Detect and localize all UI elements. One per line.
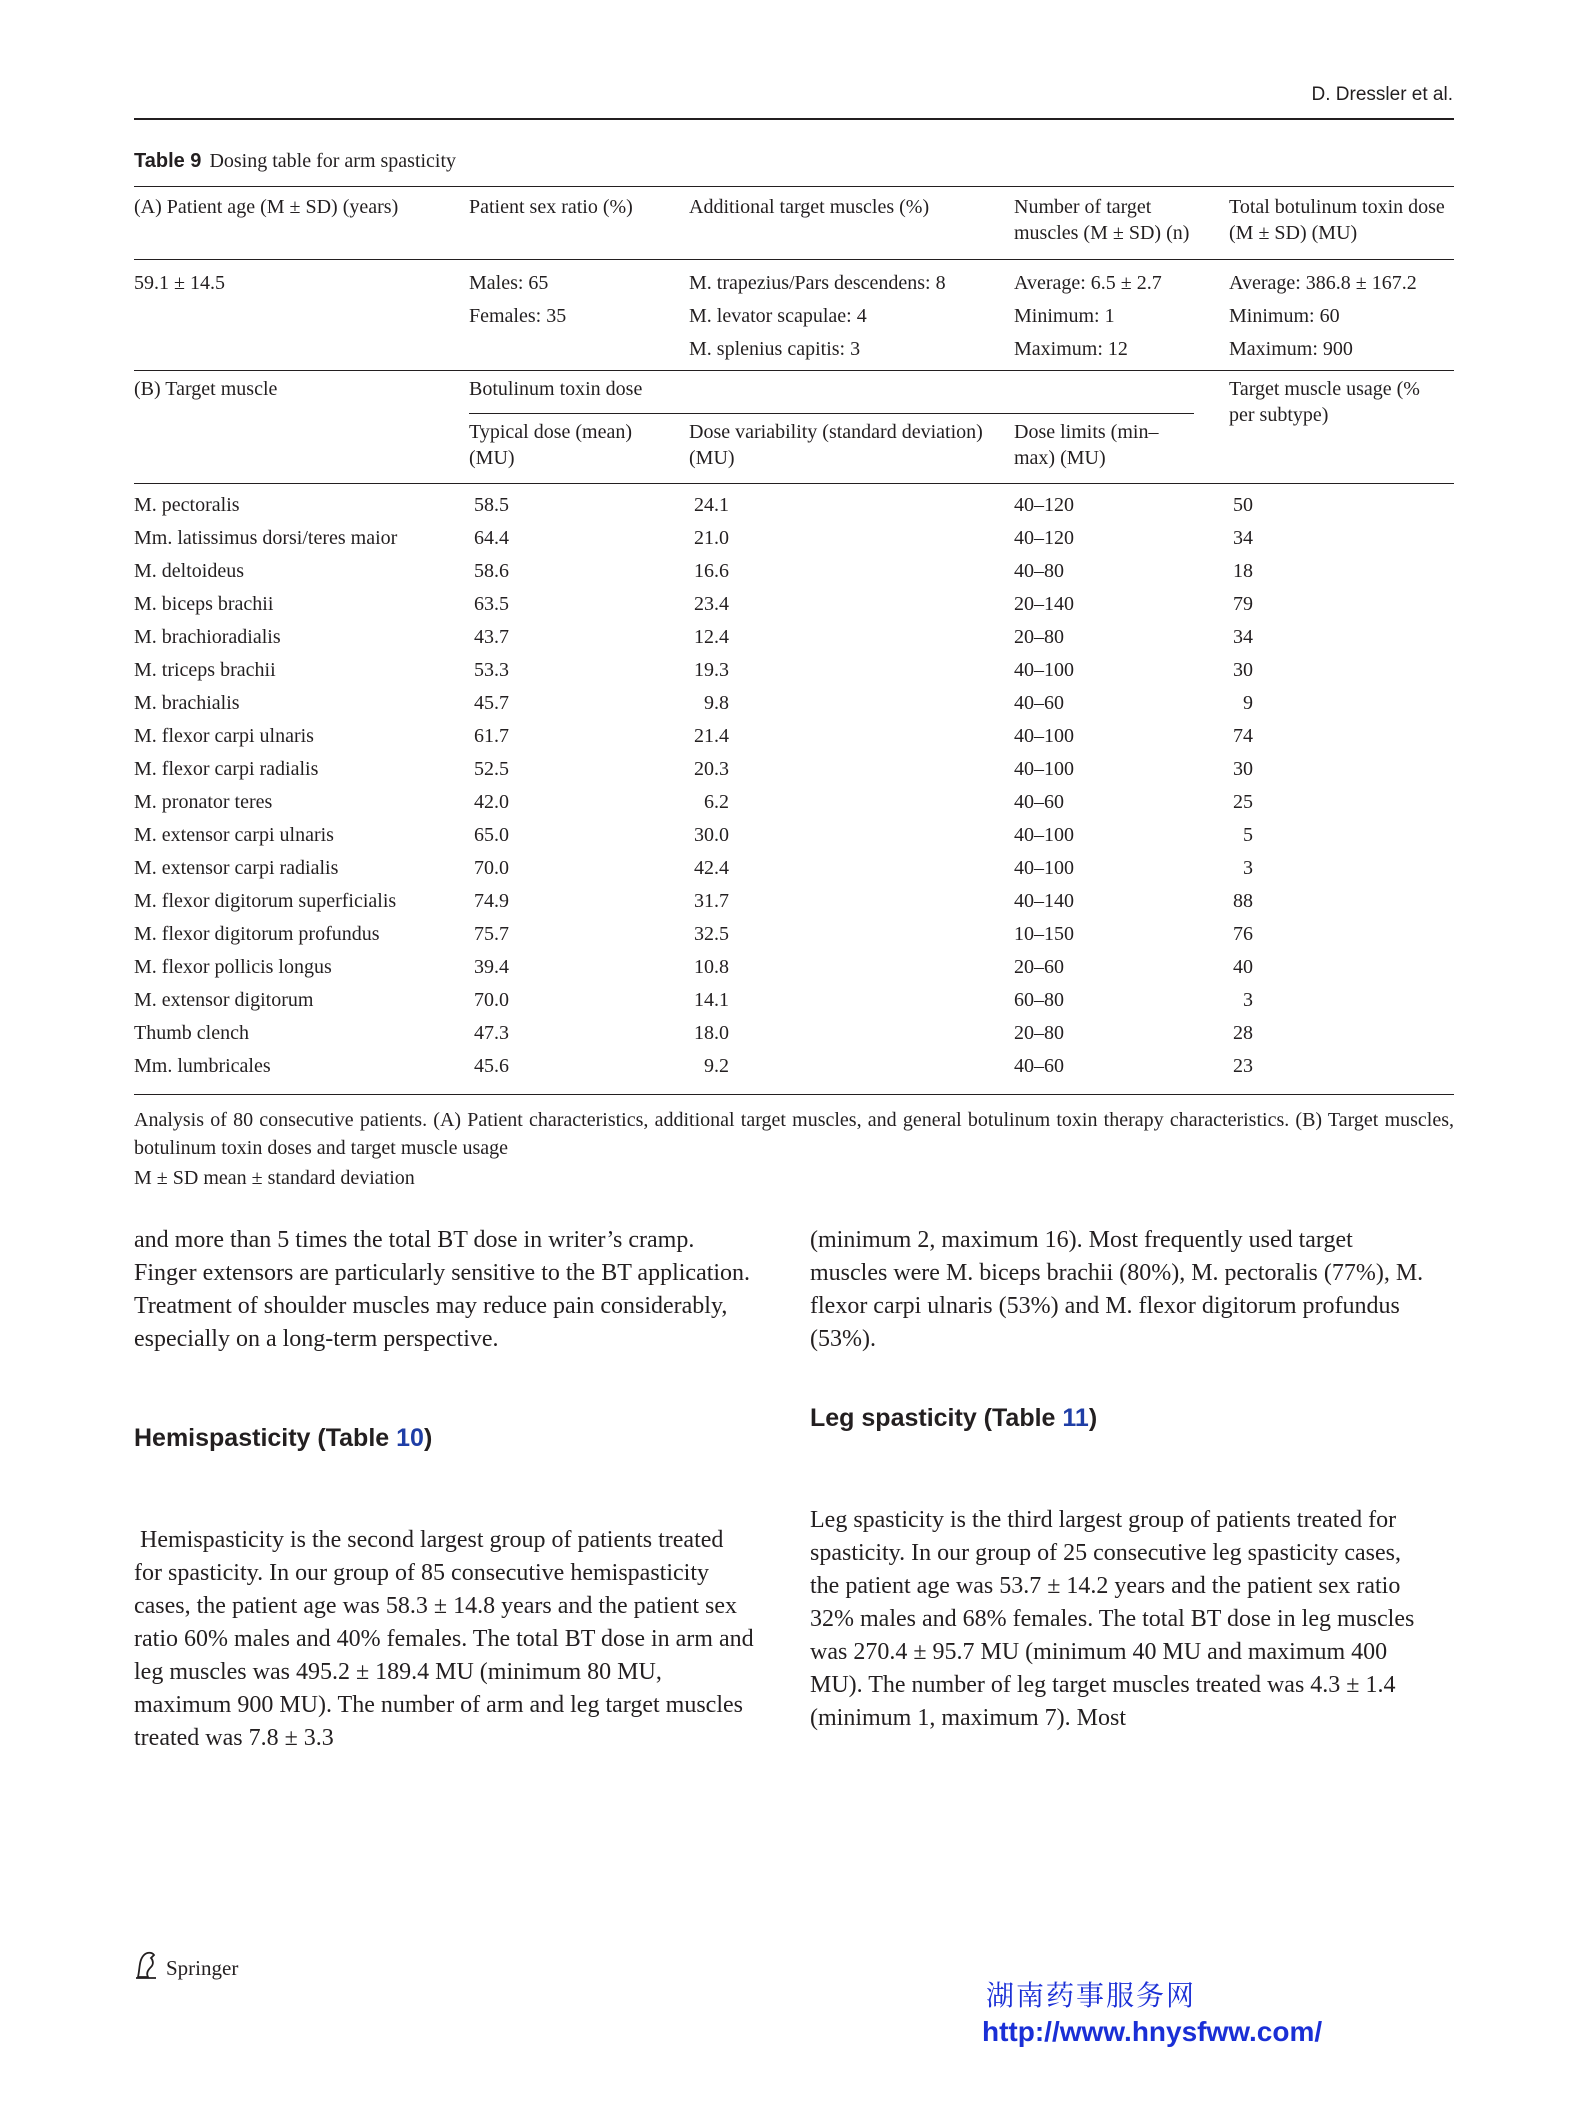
- dose-variability: 32.5: [694, 923, 729, 945]
- muscle-name: M. brachioradialis: [134, 626, 281, 648]
- header-sex-ratio: Patient sex ratio (%): [469, 196, 633, 218]
- typical-dose: 70.0: [474, 989, 509, 1011]
- left-paragraph-2: Hemispasticity is the second largest group of patients treated for spasticity. In our group of 85 consecutive hemispasticity cases, the patient age was 58.3 ± 14.8 years and the patient sex ratio 60% males and 40% females. The total BT dose in arm and leg muscles was 495.2 ± 189.4 MU (minimum 80 MU, maximum 900 MU). The number of arm and leg target muscles treated was 7.8 ± 3.3: [134, 1527, 754, 1751]
- table-bottom-rule: [134, 1094, 1454, 1095]
- dose-limits: 20–80: [1014, 626, 1064, 648]
- watermark-chinese: 湖南药事服务网: [986, 1979, 1197, 2012]
- heading-text: Hemispasticity (Table: [134, 1424, 397, 1452]
- typical-dose: 47.3: [474, 1022, 509, 1044]
- heading-text: Leg spasticity (Table: [810, 1404, 1063, 1432]
- table-top-rule: [134, 186, 1454, 187]
- muscle-name: Mm. lumbricales: [134, 1055, 271, 1077]
- header-total-dose: Total botulinum toxin dose (M ± SD) (MU): [1229, 196, 1445, 245]
- muscle-usage: 40: [1233, 956, 1253, 978]
- muscle-usage: 30: [1233, 758, 1253, 780]
- dose-variability: 10.8: [694, 956, 729, 978]
- additional-muscle: M. trapezius/Pars descendens: 8: [689, 272, 946, 294]
- muscle-usage: 9: [1243, 692, 1253, 714]
- muscle-name: M. triceps brachii: [134, 659, 276, 681]
- muscle-usage: 28: [1233, 1022, 1253, 1044]
- table-footnote-msd: M ± SD mean ± standard deviation: [134, 1167, 415, 1189]
- muscle-name: M. flexor pollicis longus: [134, 956, 332, 978]
- muscle-usage: 34: [1233, 527, 1253, 549]
- muscle-name: M. brachialis: [134, 692, 240, 714]
- dose-limits: 40–120: [1014, 527, 1074, 549]
- typical-dose: 70.0: [474, 857, 509, 879]
- dose-variability: 14.1: [694, 989, 729, 1011]
- dose-limits: 40–120: [1014, 494, 1074, 516]
- typical-dose: 64.4: [474, 527, 509, 549]
- watermark: [982, 1978, 1322, 2050]
- header-number-muscles: Number of target muscles (M ± SD) (n): [1014, 196, 1190, 245]
- muscle-name: M. pronator teres: [134, 791, 273, 813]
- number-muscles-maximum: Maximum: 12: [1014, 338, 1128, 360]
- typical-dose: 53.3: [474, 659, 509, 681]
- typical-dose: 42.0: [474, 791, 509, 813]
- dose-limits: 10–150: [1014, 923, 1074, 945]
- typical-dose: 58.6: [474, 560, 509, 582]
- total-dose-average: Average: 386.8 ± 167.2: [1229, 272, 1417, 294]
- header-typical-dose: Typical dose (mean) (MU): [469, 421, 632, 470]
- muscle-usage: 3: [1243, 989, 1253, 1011]
- section-heading-leg-spasticity: [810, 1404, 1097, 1433]
- dose-variability: 31.7: [694, 890, 729, 912]
- typical-dose: 63.5: [474, 593, 509, 615]
- muscle-usage: 74: [1233, 725, 1253, 747]
- muscle-usage: 79: [1233, 593, 1253, 615]
- typical-dose: 65.0: [474, 824, 509, 846]
- dose-variability: 19.3: [694, 659, 729, 681]
- header-dose-group: Botulinum toxin dose: [469, 378, 643, 400]
- total-dose-maximum: Maximum: 900: [1229, 338, 1353, 360]
- typical-dose: 43.7: [474, 626, 509, 648]
- dose-limits: 20–80: [1014, 1022, 1064, 1044]
- typical-dose: 45.7: [474, 692, 509, 714]
- header-target-muscle: (B) Target muscle: [134, 378, 278, 400]
- muscle-usage: 18: [1233, 560, 1253, 582]
- header-dose-variability: Dose variability (standard deviation) (MU): [689, 421, 983, 470]
- right-paragraph-2: Leg spasticity is the third largest group of patients treated for spasticity. In our group of 25 consecutive leg spasticity cases, the patient age was 53.7 ± 14.2 years and the patient sex ratio 32% males and 68% females. The total BT dose in leg muscles was 270.4 ± 95.7 MU (minimum 40 MU and maximum 400 MU). The number of leg target muscles treated was 4.3 ± 1.4 (minimum 1, maximum 7). Most: [810, 1507, 1415, 1731]
- typical-dose: 61.7: [474, 725, 509, 747]
- dose-limits: 40–60: [1014, 1055, 1064, 1077]
- header-dose-limits: Dose limits (min–max) (MU): [1014, 421, 1159, 470]
- muscle-name: M. flexor digitorum superficialis: [134, 890, 397, 912]
- muscle-name: Mm. latissimus dorsi/teres maior: [134, 527, 398, 549]
- muscle-usage: 50: [1233, 494, 1253, 516]
- total-dose-minimum: Minimum: 60: [1229, 305, 1340, 327]
- table-caption: [134, 150, 456, 173]
- dose-variability: 9.8: [704, 692, 729, 714]
- sex-females: Females: 35: [469, 305, 567, 327]
- muscle-name: M. flexor carpi ulnaris: [134, 725, 314, 747]
- muscle-name: M. extensor carpi ulnaris: [134, 824, 334, 846]
- dose-limits: 40–60: [1014, 692, 1064, 714]
- muscle-usage: 88: [1233, 890, 1253, 912]
- dose-limits: 20–60: [1014, 956, 1064, 978]
- table-label: Table 9: [134, 150, 202, 172]
- section-heading-hemispasticity: [134, 1424, 432, 1453]
- muscle-usage: 25: [1233, 791, 1253, 813]
- right-paragraph-1: (minimum 2, maximum 16). Most frequently used target muscles were M. biceps brachii (80%), M. pectoralis (77%), M. flexor carpi ulnaris (53%) and M. flexor digitorum profundus (53%).: [810, 1227, 1424, 1352]
- number-muscles-average: Average: 6.5 ± 2.7: [1014, 272, 1162, 294]
- dose-limits: 40–100: [1014, 758, 1074, 780]
- sex-males: Males: 65: [469, 272, 549, 294]
- dose-limits: 20–140: [1014, 593, 1074, 615]
- section-b-rule: [134, 370, 1454, 371]
- dose-limits: 40–140: [1014, 890, 1074, 912]
- running-head: D. Dressler et al.: [1311, 84, 1453, 105]
- dose-limits: 40–100: [1014, 824, 1074, 846]
- dose-limits: 40–60: [1014, 791, 1064, 813]
- muscle-usage: 76: [1233, 923, 1253, 945]
- dose-variability: 30.0: [694, 824, 729, 846]
- muscle-name: M. flexor carpi radialis: [134, 758, 319, 780]
- dose-variability: 42.4: [694, 857, 729, 879]
- muscle-name: M. extensor digitorum: [134, 989, 314, 1011]
- table-10-link[interactable]: 10: [396, 1424, 424, 1452]
- dose-variability: 9.2: [704, 1055, 729, 1077]
- dose-variability: 12.4: [694, 626, 729, 648]
- header-rule: [134, 118, 1454, 120]
- dose-variability: 18.0: [694, 1022, 729, 1044]
- dose-variability: 21.0: [694, 527, 729, 549]
- muscle-name: M. pectoralis: [134, 494, 240, 516]
- table-footnote-analysis: Analysis of 80 consecutive patients. (A) Patient characteristics, additional target muscles, and general botulinum toxin therapy characteristics. (B) Target muscles, botulinum toxin doses and target muscle usage: [134, 1109, 1454, 1159]
- muscle-name: M. flexor digitorum profundus: [134, 923, 380, 945]
- publisher-name: Springer: [166, 1955, 239, 1980]
- muscle-name: M. extensor carpi radialis: [134, 857, 339, 879]
- dose-limits: 40–100: [1014, 857, 1074, 879]
- dose-limits: 40–80: [1014, 560, 1064, 582]
- section-b-header-rule: [134, 483, 1454, 484]
- dose-variability: 24.1: [694, 494, 729, 516]
- typical-dose: 58.5: [474, 494, 509, 516]
- number-muscles-minimum: Minimum: 1: [1014, 305, 1115, 327]
- dose-variability: 23.4: [694, 593, 729, 615]
- heading-close: ): [423, 1424, 433, 1452]
- dose-variability: 6.2: [704, 791, 729, 813]
- dose-variability: 20.3: [694, 758, 729, 780]
- typical-dose: 74.9: [474, 890, 509, 912]
- additional-muscle: M. splenius capitis: 3: [689, 338, 861, 360]
- muscle-name: Thumb clench: [134, 1022, 249, 1044]
- muscle-usage: 34: [1233, 626, 1253, 648]
- dose-variability: 16.6: [694, 560, 729, 582]
- dose-limits: 60–80: [1014, 989, 1064, 1011]
- dose-limits: 40–100: [1014, 725, 1074, 747]
- header-muscle-usage: Target muscle usage (% per subtype): [1229, 378, 1420, 427]
- patient-age-value: 59.1 ± 14.5: [134, 272, 225, 294]
- typical-dose: 45.6: [474, 1055, 509, 1077]
- dose-variability: 21.4: [694, 725, 729, 747]
- watermark-url[interactable]: http://www.hnysfww.com/: [982, 2016, 1323, 2047]
- publisher-logo: [134, 1950, 238, 1986]
- left-paragraph-1: and more than 5 times the total BT dose in writer’s cramp. Finger extensors are particularly sensitive to the BT application. Treatment of shoulder muscles may reduce pain considerably, especially on a long-term perspective.: [134, 1227, 751, 1352]
- typical-dose: 39.4: [474, 956, 509, 978]
- header-patient-age: (A) Patient age (M ± SD) (years): [134, 196, 399, 218]
- table-title: Dosing table for arm spasticity: [209, 150, 457, 172]
- muscle-name: M. biceps brachii: [134, 593, 274, 615]
- springer-horse-icon: [134, 1950, 160, 1986]
- additional-muscle: M. levator scapulae: 4: [689, 305, 867, 327]
- typical-dose: 52.5: [474, 758, 509, 780]
- heading-close: ): [1088, 1404, 1098, 1432]
- dose-limits: 40–100: [1014, 659, 1074, 681]
- muscle-usage: 30: [1233, 659, 1253, 681]
- muscle-usage: 3: [1243, 857, 1253, 879]
- header-additional-muscles: Additional target muscles (%): [689, 196, 930, 218]
- dosing-table: [134, 186, 1454, 1086]
- table-header-rule: [134, 259, 1454, 260]
- muscle-name: M. deltoideus: [134, 560, 244, 582]
- typical-dose: 75.7: [474, 923, 509, 945]
- table-11-link[interactable]: 11: [1062, 1404, 1089, 1432]
- muscle-usage: 5: [1243, 824, 1253, 846]
- dose-group-rule: [469, 413, 1194, 414]
- muscle-usage: 23: [1233, 1055, 1253, 1077]
